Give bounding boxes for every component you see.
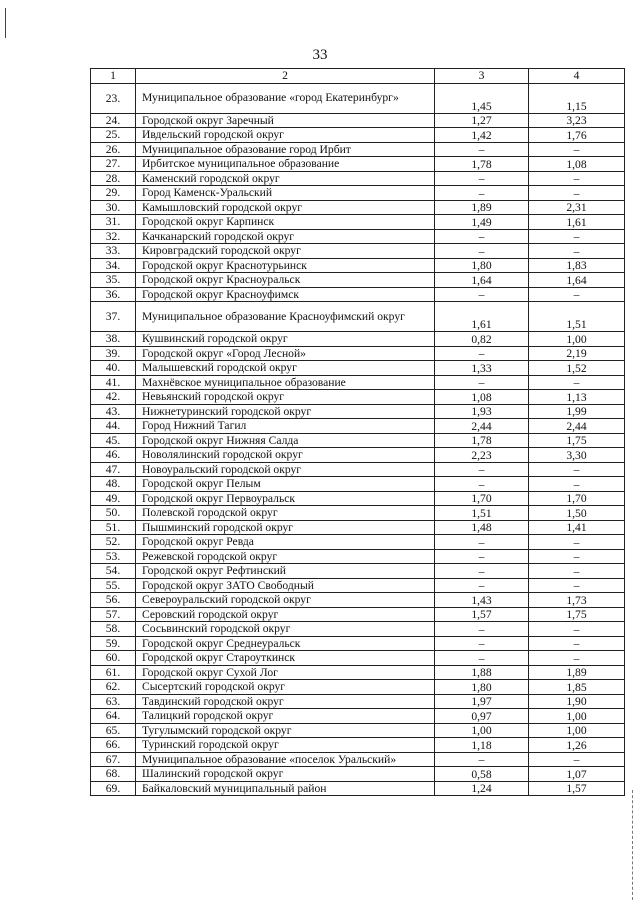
municipality-name-cell: Городской округ Рефтинский xyxy=(136,564,435,579)
municipality-name-cell: Сысертский городской округ xyxy=(136,680,435,695)
value-col-3-cell: 1,51 xyxy=(435,506,529,521)
value-col-3-cell: 1,33 xyxy=(435,361,529,376)
value-col-3-cell: – xyxy=(435,651,529,666)
municipality-name-cell: Каменский городской округ xyxy=(136,171,435,186)
value-col-4-cell: 1,90 xyxy=(529,694,625,709)
row-number-cell: 41. xyxy=(91,375,136,390)
value-col-4-cell: 1,07 xyxy=(529,767,625,782)
table-body xyxy=(91,83,625,796)
municipality-name-cell: Муниципальное образование «поселок Уральский» xyxy=(136,752,435,767)
row-number-cell: 54. xyxy=(91,564,136,579)
table-row xyxy=(91,462,625,477)
table-row xyxy=(91,593,625,608)
table-row xyxy=(91,752,625,767)
row-number-cell: 51. xyxy=(91,520,136,535)
value-col-4-cell: 2,31 xyxy=(529,200,625,215)
value-col-4-cell: – xyxy=(529,229,625,244)
value-col-3-cell: 0,58 xyxy=(435,767,529,782)
table-row xyxy=(91,142,625,157)
table-row xyxy=(91,229,625,244)
municipality-name-cell: Туринский городской округ xyxy=(136,738,435,753)
value-col-4-cell: – xyxy=(529,171,625,186)
value-col-3-cell: 1,78 xyxy=(435,157,529,172)
value-col-4-cell: 1,73 xyxy=(529,593,625,608)
data-table xyxy=(90,68,625,796)
table-row xyxy=(91,361,625,376)
value-col-4-cell: – xyxy=(529,752,625,767)
municipality-name-cell: Тавдинский городской округ xyxy=(136,694,435,709)
value-col-3-cell: – xyxy=(435,564,529,579)
table-row xyxy=(91,709,625,724)
value-col-4-cell: 1,15 xyxy=(529,83,625,113)
table-row xyxy=(91,375,625,390)
row-number-cell: 56. xyxy=(91,593,136,608)
value-col-4-cell: 1,57 xyxy=(529,781,625,796)
value-col-3-cell: 2,44 xyxy=(435,419,529,434)
value-col-3-cell: 1,78 xyxy=(435,433,529,448)
row-number-cell: 64. xyxy=(91,709,136,724)
table-row xyxy=(91,287,625,302)
municipality-name-cell: Невьянский городской округ xyxy=(136,390,435,405)
row-number-cell: 25. xyxy=(91,128,136,143)
row-number-cell: 33. xyxy=(91,244,136,259)
row-number-cell: 52. xyxy=(91,535,136,550)
table-row xyxy=(91,491,625,506)
municipality-name-cell: Тугулымский городской округ xyxy=(136,723,435,738)
row-number-cell: 43. xyxy=(91,404,136,419)
value-col-4-cell: 1,00 xyxy=(529,723,625,738)
row-number-cell: 69. xyxy=(91,781,136,796)
value-col-4-cell: 1,70 xyxy=(529,491,625,506)
value-col-4-cell: 1,76 xyxy=(529,128,625,143)
table-row xyxy=(91,636,625,651)
municipality-name-cell: Городской округ «Город Лесной» xyxy=(136,346,435,361)
margin-mark xyxy=(5,8,6,38)
value-col-3-cell: 0,97 xyxy=(435,709,529,724)
row-number-cell: 44. xyxy=(91,419,136,434)
value-col-3-cell: – xyxy=(435,346,529,361)
table-row xyxy=(91,390,625,405)
row-number-cell: 55. xyxy=(91,578,136,593)
value-col-3-cell: – xyxy=(435,171,529,186)
table-row xyxy=(91,477,625,492)
municipality-name-cell: Городской округ Краснотурьинск xyxy=(136,258,435,273)
value-col-3-cell: 1,27 xyxy=(435,113,529,128)
municipality-name-cell: Камышловский городской округ xyxy=(136,200,435,215)
value-col-3-cell: – xyxy=(435,549,529,564)
value-col-4-cell: 2,44 xyxy=(529,419,625,434)
municipality-name-cell: Городской округ Заречный xyxy=(136,113,435,128)
table-row xyxy=(91,419,625,434)
municipality-name-cell: Полевской городской округ xyxy=(136,506,435,521)
header-col-1: 1 xyxy=(91,69,136,84)
table-row xyxy=(91,346,625,361)
header-col-4: 4 xyxy=(529,69,625,84)
value-col-4-cell: 1,75 xyxy=(529,607,625,622)
row-number-cell: 67. xyxy=(91,752,136,767)
row-number-cell: 59. xyxy=(91,636,136,651)
table-row xyxy=(91,404,625,419)
municipality-name-cell: Ивдельский городской округ xyxy=(136,128,435,143)
row-number-cell: 65. xyxy=(91,723,136,738)
value-col-4-cell: – xyxy=(529,651,625,666)
row-number-cell: 53. xyxy=(91,549,136,564)
table-row xyxy=(91,215,625,230)
row-number-cell: 30. xyxy=(91,200,136,215)
municipality-name-cell: Малышевский городской округ xyxy=(136,361,435,376)
value-col-4-cell: 1,61 xyxy=(529,215,625,230)
row-number-cell: 26. xyxy=(91,142,136,157)
row-number-cell: 60. xyxy=(91,651,136,666)
value-col-3-cell: 1,70 xyxy=(435,491,529,506)
value-col-4-cell: 1,83 xyxy=(529,258,625,273)
value-col-3-cell: 1,42 xyxy=(435,128,529,143)
table-row xyxy=(91,244,625,259)
table-row xyxy=(91,578,625,593)
header-row xyxy=(91,69,625,84)
table-row xyxy=(91,258,625,273)
value-col-3-cell: 1,43 xyxy=(435,593,529,608)
value-col-3-cell: – xyxy=(435,622,529,637)
table-row xyxy=(91,564,625,579)
value-col-4-cell: 1,64 xyxy=(529,273,625,288)
row-number-cell: 38. xyxy=(91,332,136,347)
value-col-4-cell: – xyxy=(529,375,625,390)
value-col-3-cell: – xyxy=(435,244,529,259)
row-number-cell: 49. xyxy=(91,491,136,506)
row-number-cell: 63. xyxy=(91,694,136,709)
row-number-cell: 34. xyxy=(91,258,136,273)
table-row xyxy=(91,665,625,680)
municipality-name-cell: Городской округ Первоуральск xyxy=(136,491,435,506)
table-row xyxy=(91,273,625,288)
municipality-name-cell: Талицкий городской округ xyxy=(136,709,435,724)
table-row xyxy=(91,549,625,564)
value-col-3-cell: 1,61 xyxy=(435,302,529,332)
value-col-3-cell: 1,93 xyxy=(435,404,529,419)
value-col-3-cell: 1,18 xyxy=(435,738,529,753)
municipality-name-cell: Муниципальное образование город Ирбит xyxy=(136,142,435,157)
municipality-name-cell: Городской округ Нижняя Салда xyxy=(136,433,435,448)
value-col-3-cell: 1,00 xyxy=(435,723,529,738)
value-col-3-cell: 2,23 xyxy=(435,448,529,463)
value-col-3-cell: – xyxy=(435,578,529,593)
value-col-4-cell: 3,23 xyxy=(529,113,625,128)
municipality-name-cell: Пышминский городской округ xyxy=(136,520,435,535)
value-col-3-cell: 1,08 xyxy=(435,390,529,405)
value-col-4-cell: 2,19 xyxy=(529,346,625,361)
table-row xyxy=(91,651,625,666)
table-row xyxy=(91,622,625,637)
value-col-4-cell: 3,30 xyxy=(529,448,625,463)
municipality-name-cell: Североуральский городской округ xyxy=(136,593,435,608)
value-col-4-cell: 1,41 xyxy=(529,520,625,535)
municipality-name-cell: Качканарский городской округ xyxy=(136,229,435,244)
municipality-name-cell: Сосьвинский городской округ xyxy=(136,622,435,637)
page-number: 33 xyxy=(312,47,328,63)
municipality-name-cell: Махнёвское муниципальное образование xyxy=(136,375,435,390)
value-col-4-cell: – xyxy=(529,142,625,157)
table-row xyxy=(91,186,625,201)
municipality-name-cell: Серовский городской округ xyxy=(136,607,435,622)
value-col-4-cell: 1,00 xyxy=(529,709,625,724)
value-col-3-cell: – xyxy=(435,186,529,201)
value-col-3-cell: 1,64 xyxy=(435,273,529,288)
municipality-name-cell: Муниципальное образование Красноуфимский округ xyxy=(136,302,435,332)
value-col-3-cell: – xyxy=(435,477,529,492)
value-col-3-cell: 1,97 xyxy=(435,694,529,709)
header-col-2: 2 xyxy=(136,69,435,84)
table-row xyxy=(91,128,625,143)
value-col-3-cell: 1,80 xyxy=(435,258,529,273)
table-row xyxy=(91,332,625,347)
table-row xyxy=(91,694,625,709)
row-number-cell: 50. xyxy=(91,506,136,521)
municipality-name-cell: Кировградский городской округ xyxy=(136,244,435,259)
table-row xyxy=(91,448,625,463)
value-col-3-cell: – xyxy=(435,229,529,244)
table-row xyxy=(91,157,625,172)
row-number-cell: 23. xyxy=(91,83,136,113)
row-number-cell: 48. xyxy=(91,477,136,492)
page-edge-mark xyxy=(632,790,634,900)
municipality-name-cell: Городской округ Красноуральск xyxy=(136,273,435,288)
value-col-3-cell: – xyxy=(435,752,529,767)
row-number-cell: 57. xyxy=(91,607,136,622)
value-col-3-cell: – xyxy=(435,636,529,651)
municipality-name-cell: Новоуральский городской округ xyxy=(136,462,435,477)
municipality-name-cell: Нижнетуринский городской округ xyxy=(136,404,435,419)
row-number-cell: 37. xyxy=(91,302,136,332)
table-row xyxy=(91,506,625,521)
value-col-3-cell: 1,89 xyxy=(435,200,529,215)
row-number-cell: 46. xyxy=(91,448,136,463)
value-col-4-cell: – xyxy=(529,578,625,593)
table-row xyxy=(91,171,625,186)
value-col-4-cell: – xyxy=(529,244,625,259)
table-row xyxy=(91,738,625,753)
row-number-cell: 35. xyxy=(91,273,136,288)
value-col-4-cell: 1,89 xyxy=(529,665,625,680)
value-col-4-cell: 1,75 xyxy=(529,433,625,448)
value-col-3-cell: – xyxy=(435,462,529,477)
value-col-3-cell: – xyxy=(435,287,529,302)
municipality-name-cell: Кушвинский городской округ xyxy=(136,332,435,347)
row-number-cell: 31. xyxy=(91,215,136,230)
table-row xyxy=(91,607,625,622)
table-row xyxy=(91,83,625,113)
value-col-4-cell: – xyxy=(529,636,625,651)
value-col-4-cell: 1,50 xyxy=(529,506,625,521)
value-col-3-cell: – xyxy=(435,375,529,390)
municipality-name-cell: Шалинский городской округ xyxy=(136,767,435,782)
value-col-3-cell: 1,49 xyxy=(435,215,529,230)
value-col-3-cell: 1,48 xyxy=(435,520,529,535)
table-row xyxy=(91,781,625,796)
row-number-cell: 36. xyxy=(91,287,136,302)
value-col-4-cell: – xyxy=(529,535,625,550)
municipality-name-cell: Муниципальное образование «город Екатеринбург» xyxy=(136,83,435,113)
row-number-cell: 29. xyxy=(91,186,136,201)
value-col-3-cell: 1,80 xyxy=(435,680,529,695)
value-col-3-cell: – xyxy=(435,142,529,157)
row-number-cell: 62. xyxy=(91,680,136,695)
row-number-cell: 40. xyxy=(91,361,136,376)
row-number-cell: 68. xyxy=(91,767,136,782)
value-col-3-cell: 1,57 xyxy=(435,607,529,622)
municipality-name-cell: Город Каменск-Уральский xyxy=(136,186,435,201)
table-row xyxy=(91,433,625,448)
row-number-cell: 39. xyxy=(91,346,136,361)
municipality-name-cell: Городской округ Среднеуральск xyxy=(136,636,435,651)
table-row xyxy=(91,680,625,695)
municipality-name-cell: Ирбитское муниципальное образование xyxy=(136,157,435,172)
row-number-cell: 28. xyxy=(91,171,136,186)
table-row xyxy=(91,535,625,550)
value-col-4-cell: 1,52 xyxy=(529,361,625,376)
municipality-name-cell: Городской округ ЗАТО Свободный xyxy=(136,578,435,593)
municipality-name-cell: Городской округ Красноуфимск xyxy=(136,287,435,302)
row-number-cell: 24. xyxy=(91,113,136,128)
value-col-4-cell: 1,26 xyxy=(529,738,625,753)
value-col-4-cell: – xyxy=(529,622,625,637)
row-number-cell: 47. xyxy=(91,462,136,477)
table-row xyxy=(91,767,625,782)
row-number-cell: 42. xyxy=(91,390,136,405)
table-row xyxy=(91,113,625,128)
municipality-name-cell: Город Нижний Тагил xyxy=(136,419,435,434)
row-number-cell: 32. xyxy=(91,229,136,244)
value-col-4-cell: 1,00 xyxy=(529,332,625,347)
value-col-3-cell: 1,24 xyxy=(435,781,529,796)
value-col-4-cell: 1,99 xyxy=(529,404,625,419)
row-number-cell: 27. xyxy=(91,157,136,172)
municipality-name-cell: Городской округ Карпинск xyxy=(136,215,435,230)
municipality-name-cell: Байкаловский муниципальный район xyxy=(136,781,435,796)
value-col-4-cell: 1,13 xyxy=(529,390,625,405)
row-number-cell: 58. xyxy=(91,622,136,637)
value-col-4-cell: – xyxy=(529,549,625,564)
value-col-4-cell: 1,85 xyxy=(529,680,625,695)
value-col-3-cell: – xyxy=(435,535,529,550)
header-col-3: 3 xyxy=(435,69,529,84)
value-col-4-cell: – xyxy=(529,462,625,477)
table-row xyxy=(91,520,625,535)
municipality-name-cell: Городской округ Ревда xyxy=(136,535,435,550)
municipality-name-cell: Новолялинский городской округ xyxy=(136,448,435,463)
value-col-4-cell: – xyxy=(529,477,625,492)
value-col-4-cell: – xyxy=(529,564,625,579)
value-col-4-cell: 1,08 xyxy=(529,157,625,172)
value-col-3-cell: 1,88 xyxy=(435,665,529,680)
municipality-name-cell: Городской округ Пелым xyxy=(136,477,435,492)
value-col-3-cell: 0,82 xyxy=(435,332,529,347)
row-number-cell: 61. xyxy=(91,665,136,680)
municipality-name-cell: Режевской городской округ xyxy=(136,549,435,564)
municipality-name-cell: Городской округ Староуткинск xyxy=(136,651,435,666)
value-col-3-cell: 1,45 xyxy=(435,83,529,113)
table-row xyxy=(91,302,625,332)
table-row xyxy=(91,723,625,738)
municipality-name-cell: Городской округ Сухой Лог xyxy=(136,665,435,680)
value-col-4-cell: 1,51 xyxy=(529,302,625,332)
row-number-cell: 45. xyxy=(91,433,136,448)
row-number-cell: 66. xyxy=(91,738,136,753)
table-row xyxy=(91,200,625,215)
value-col-4-cell: – xyxy=(529,287,625,302)
value-col-4-cell: – xyxy=(529,186,625,201)
